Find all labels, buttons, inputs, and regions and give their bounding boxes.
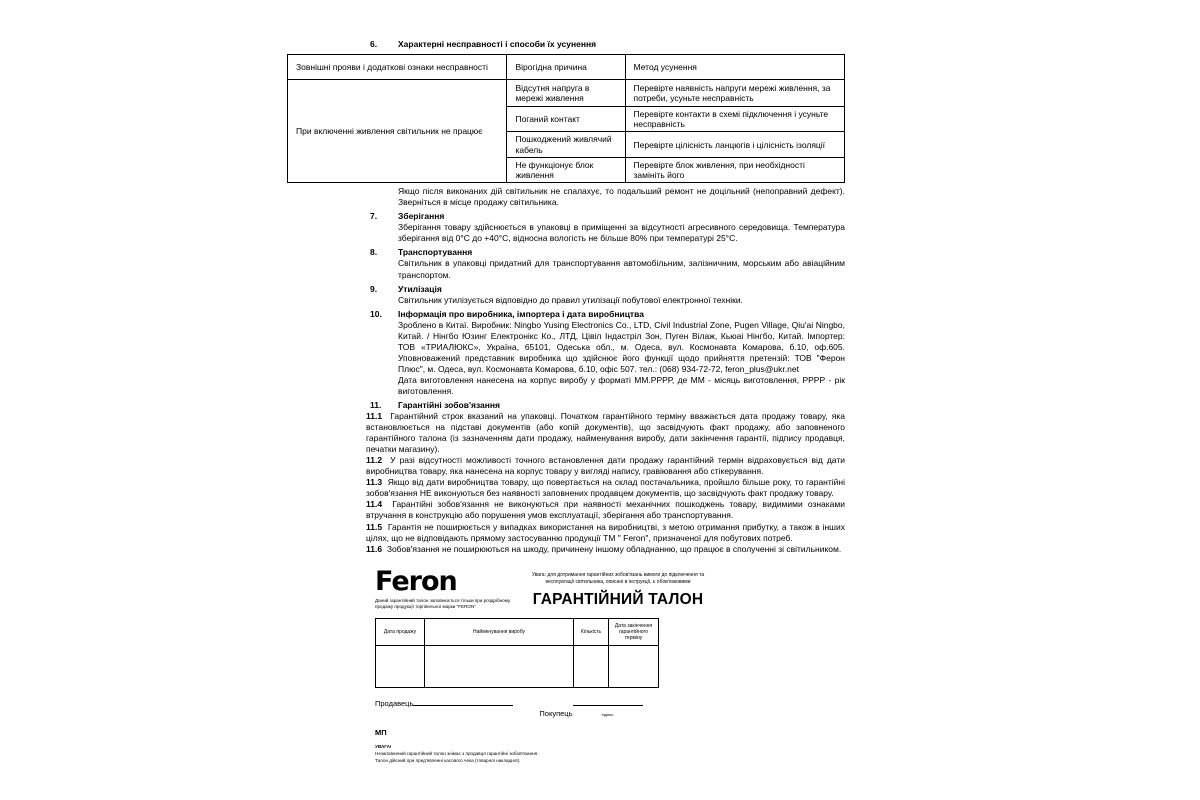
header-cell-signs: Зовнішні прояви і додаткові ознаки несправності [288,55,507,80]
section-title: Зберігання [398,211,445,222]
header-cell-quantity: Кількість [574,619,609,646]
warranty-document [287,36,845,764]
warranty-clause [366,455,845,477]
warranty-clause [366,522,845,544]
warranty-card-right [525,568,711,610]
blank-cell-sale-date [376,646,425,688]
fill-note: Даний гарантійний талон заповнюється тільки при роздрібному продажу продукції торгівельної марки "FERON" [375,597,511,609]
header-cell-cause: Вірогідна причина [507,55,625,80]
troubleshooting-table [287,54,845,183]
warranty-card [375,565,715,765]
warranty-card-title: ГАРАНТІЙНИЙ ТАЛОН [532,590,704,608]
section-title: Транспортування [398,247,473,258]
section-number: 8. [370,247,378,258]
warranty-clause [366,477,845,499]
clause-text: Гарантійні зобов'язання не виконуються при наявності механічних пошкоджень товару, видимими ознаками втручання в конструкцію або порушення умов експлуатації, зберігання або транспортування. [366,499,845,521]
method-cell: Перевірте контакти в схемі підключення і усуньте несправність [625,107,844,132]
warranty-card-header [375,565,715,610]
blank-cell-product-name [425,646,574,688]
clause-number: 11.1 [366,411,383,422]
cause-cell: Відсутня напруга в мережі живлення [507,80,625,107]
table-row [288,80,845,107]
clause-number: 11.6 [366,543,383,554]
cause-cell: Не функціонує блок живлення [507,157,625,182]
warranty-clause [366,544,845,555]
warranty-clause [366,411,845,455]
clause-number: 11.2 [366,455,383,466]
section-7-body: Зберігання товару здійснюється в упаковці в приміщенні за відсутності агресивного середовища. Температура зберігання від 0°С до +40°С, відносна вологість не більше 80% при температурі 25°С. [398,222,845,244]
stamp-label: МП [375,727,387,737]
clause-text: Гарантійний строк вказаний на упаковці. Початком гарантійного терміну вважається дата продажу товару, яка встановлюється на підставі документів (або копій документів), що засвідчують факт продажу, або заповненого гарантійного талона (із зазначенням дати продажу, найменування виробу, дати закінчення гарантії, підпису продавця, печатки магазину). [366,411,845,455]
section-9-body: Світильник утилізується відповідно до правил утилізації побутової електронної техніки. [398,294,743,305]
header-cell-sale-date: Дата продажу [376,619,425,646]
section-number: 7. [370,211,378,222]
cause-cell: Поганий контакт [507,107,625,132]
section-7-heading [287,211,845,222]
attention-title: УВАГА! [375,744,392,750]
warranty-card-left [375,565,525,610]
clause-number: 11.5 [366,521,383,532]
warranty-notice: Увага: для дотримання гарантійних зобов'язань вимоги до підключення та експлуатації світильника, описані в інструкції, є обов'язковими [531,571,705,585]
section-title: Гарантійні зобов'язання [398,400,501,411]
seller-signature-line [413,698,513,706]
warranty-fill-table [375,618,659,688]
section-number: 9. [370,283,378,294]
section-10-body-manufacturer: Зроблено в Китаї. Виробник: Ningbo Yusing Electronics Co., LTD, Civil Industrial Zone, Pugen Village, Qiu'ai Ningbo, Китай. / Нінгбо Юзинг Електронікс Ко., ЛТД, Цівіл Індастріл Зон, Пуген Вілаж, Кьюаі Нінгбо, Китай. Імпортер: ТОВ «ТРИАЛЮКС», Україна, 65101, Одеська обл., м. Одеса, вул. Космонавта Комарова, б.10, оф.605. Уповноважений представник виробника що здійснює його функції щодо прийняття претензій: ТОВ "Ферон Плюс", м. Одеса, вул. Космонавта Комарова, б.10, офіс 507. тел.: (068) 934-72-72, feron_plus@ukr.net [398,319,845,374]
buyer-label: Покупець [539,708,573,718]
clause-text: У разі відсутності можливості точного встановлення дати продажу гарантійний термін відраховується від дати виробництва товару, яка нанесена на корпус товару у вигляді напису, гравіювання або стікерування. [366,455,845,477]
clause-number: 11.3 [366,477,383,488]
after-table-note: Якщо після виконаних дій світильник не спалахує, то подальший ремонт не доцільний (непоправний дефект). Зверніться в місце продажу світильника. [398,186,845,208]
section-title: Утилізація [398,283,442,294]
header-cell-method: Метод усунення [625,55,844,80]
section-11-heading [287,400,845,411]
seller-label: Продавець [375,699,414,709]
signature-row [375,698,715,719]
section-title: Інформація про виробника, імпортера і дата виробництва [398,308,644,319]
clause-text: Гарантія не поширюється у випадках використання на виробництві, з метою отримання прибутку, а також в інших цілях, що не відповідають прямому застосуванню продукції ТМ " Feron", призначеної для побутових потреб. [366,521,845,543]
section-8-heading [287,247,845,258]
clause-text: Зобов'язання не поширюються на шкоду, причинену іншому обладнанню, що працює в сполученні зі світильником. [386,543,842,554]
section-title: Характерні несправності і способи їх усунення [398,39,597,49]
section-number: 10. [370,308,382,319]
clause-number: 11.4 [366,499,383,510]
blank-cell-quantity [574,646,609,688]
section-10-heading [287,309,845,320]
signature-caption: підпис [601,711,614,717]
section-10-body-date: Дата виготовлення нанесена на корпус виробу у форматі ММ.РРРР, де ММ - місяць виготовлення, РРРР - рік виготовлення. [398,374,845,396]
table-header-row [288,55,845,80]
blank-cell-warranty-end-date [609,646,659,688]
attention-line: Незаповнений гарантійний талон знімає з продавця гарантійні зобов'язання. [375,750,539,756]
method-cell: Перевірте наявність напруги мережі живлення, за потреби, усуньте несправність [625,80,844,107]
header-cell-warranty-end-date: Дата закінчення гарантійного терміну [609,619,659,646]
buyer-signature [539,698,642,719]
cause-cell: Пошкоджений живлячий кабель [507,132,625,157]
section-9-heading [287,284,845,295]
section-8-body: Світильник в упаковці придатний для транспортування автомобільним, залізничним, морським або авіаційним транспортом. [398,258,845,280]
seller-signature [375,698,513,709]
section-number: 11. [370,400,382,411]
method-cell: Перевірте блок живлення, при необхідності замініть його [625,157,844,182]
method-cell: Перевірте цілісність ланцюгів і цілісність ізоляції [625,132,844,157]
feron-logo: Feron [375,565,457,597]
header-cell-product-name: Найменування виробу [425,619,574,646]
warranty-table-blank-row [376,646,659,688]
clause-text: Якщо від дати виробництва товару, що повертається на склад постачальника, пройшло більше року, то гарантійні зобов'язання НЕ виконуються без наявності заповнених продавцем документів, що засвідчують факт продажу товару. [366,477,845,499]
section-number: 6. [370,39,378,49]
attention-note [375,744,715,764]
section-6-heading [287,39,845,50]
attention-line: Талон дійсний при пред'явленні касового чека (товарної накладної). [375,757,521,763]
row-group-label-cell: При включенні живлення світильник не працює [288,80,507,183]
warranty-table-header-row [376,619,659,646]
buyer-signature-line [573,698,643,706]
warranty-clause [366,499,845,521]
buyer-signature-wrap [573,698,643,719]
